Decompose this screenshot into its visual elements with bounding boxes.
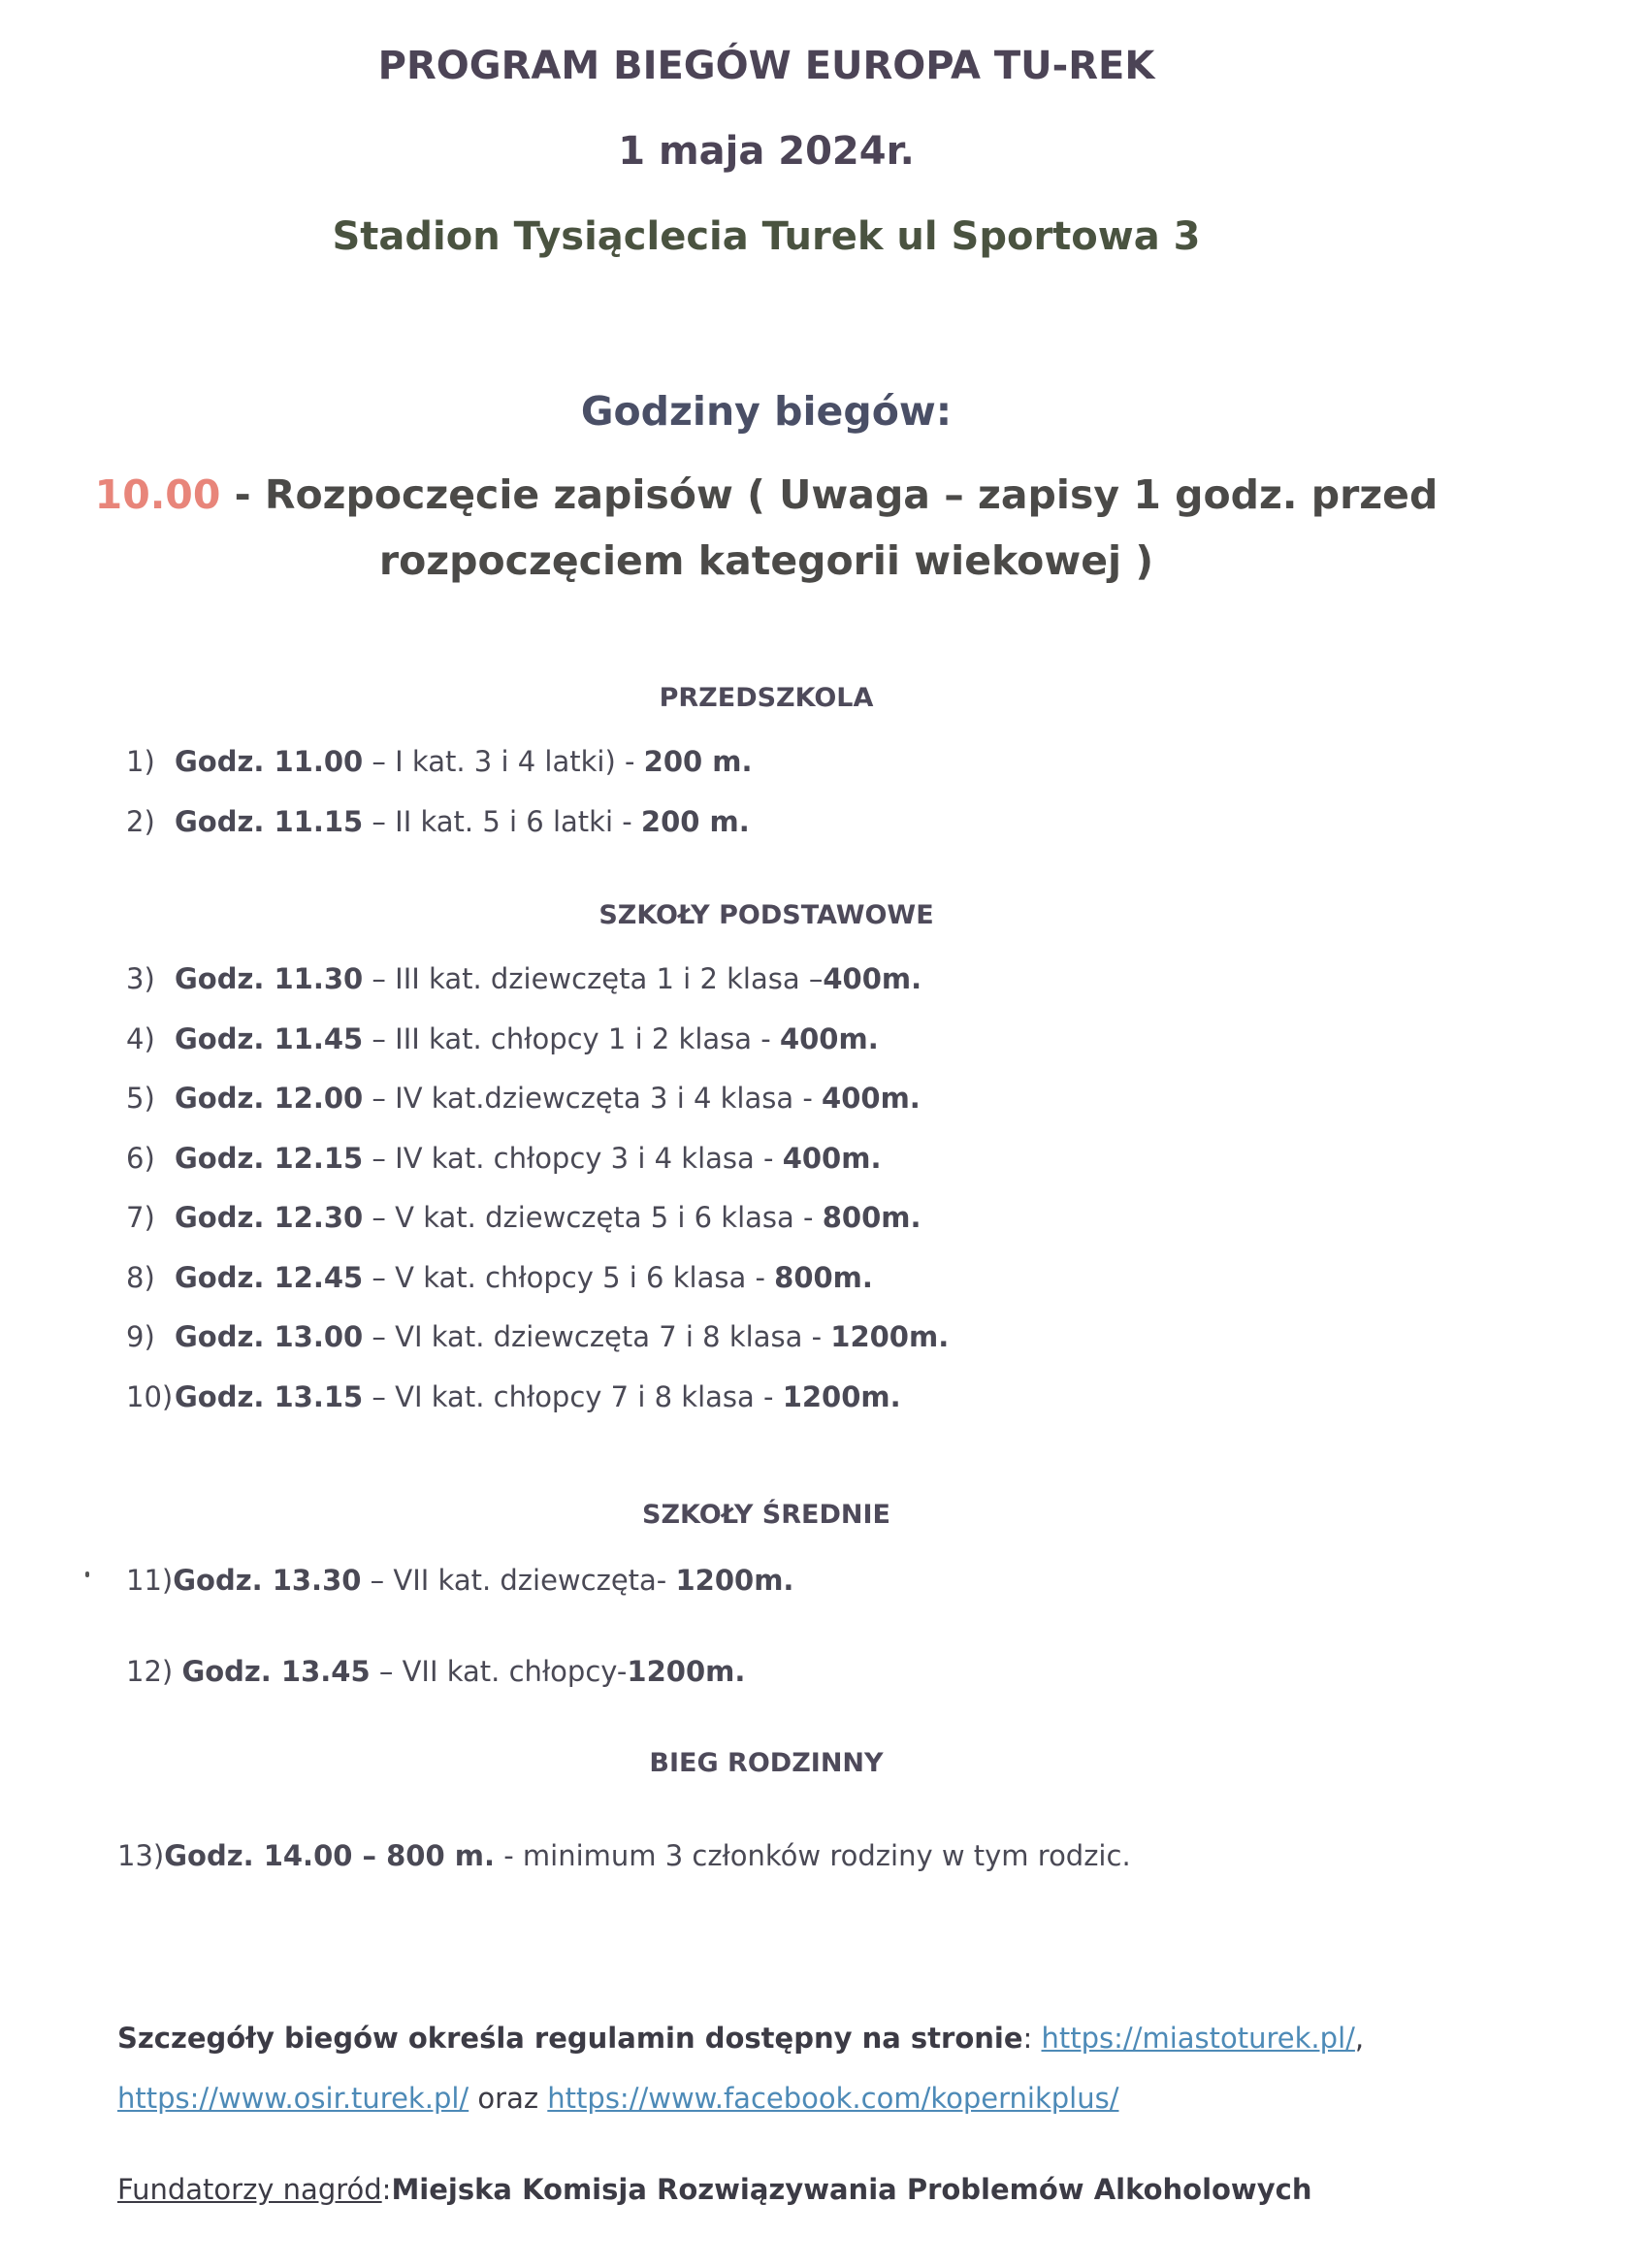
sponsors-colon: :	[381, 2173, 392, 2206]
sponsors-label: Fundatorzy nagród	[117, 2173, 382, 2206]
link-facebook[interactable]: https://www.facebook.com/kopernikplus/	[547, 2082, 1119, 2115]
item-time: Godz. 12.30	[175, 1201, 364, 1234]
item-distance: 800m.	[774, 1261, 873, 1294]
item-desc: – VI kat. chłopcy 7 i 8 klasa -	[363, 1380, 783, 1413]
item-time: Godz. 13.30	[173, 1564, 362, 1597]
section-szkoly-srednie: SZKOŁY ŚREDNIE	[642, 1500, 890, 1530]
schedule-item-10	[126, 1380, 901, 1413]
item-desc: – IV kat.dziewczęta 3 i 4 klasa -	[363, 1082, 823, 1115]
registration-line-2: rozpoczęciem kategorii wiekowej )	[378, 537, 1154, 584]
item-time: Godz. 13.00	[175, 1320, 364, 1353]
item-time: Godz. 12.15	[175, 1142, 364, 1175]
links-oraz: oraz	[469, 2082, 548, 2115]
item-time: Godz. 12.00	[175, 1082, 364, 1115]
item-desc: – VII kat. chłopcy-	[370, 1655, 628, 1688]
details-line	[117, 2022, 1364, 2055]
item-number: 11)	[126, 1564, 174, 1597]
item-number: 5)	[126, 1082, 155, 1115]
item-time: Godz. 11.45	[175, 1022, 364, 1055]
schedule-item-3	[126, 962, 922, 995]
item-number: 2)	[126, 805, 155, 838]
item-time: Godz. 11.15	[175, 805, 364, 838]
sponsors-line	[117, 2173, 1311, 2206]
item-desc: – III kat. dziewczęta 1 i 2 klasa –	[363, 962, 824, 995]
schedule-item-9	[126, 1320, 949, 1353]
item-distance: 400m.	[779, 1022, 879, 1055]
item-desc: – II kat. 5 i 6 latki -	[363, 805, 641, 838]
item-number: 7)	[126, 1201, 155, 1234]
item-distance: 1200m.	[830, 1320, 950, 1353]
document-title: PROGRAM BIEGÓW EUROPA TU-REK	[377, 44, 1155, 88]
item-distance: 1200m.	[782, 1380, 901, 1413]
item-time: Godz. 11.00	[175, 745, 364, 778]
item-distance: 800m.	[822, 1201, 922, 1234]
item-time: Godz. 11.30	[175, 962, 364, 995]
item-desc: – V kat. dziewczęta 5 i 6 klasa -	[363, 1201, 823, 1234]
item-desc: – VI kat. dziewczęta 7 i 8 klasa -	[363, 1320, 831, 1353]
item-desc: – IV kat. chłopcy 3 i 4 klasa -	[363, 1142, 783, 1175]
hours-heading: Godziny biegów:	[580, 388, 953, 435]
item-desc: – III kat. chłopcy 1 i 2 klasa -	[363, 1022, 780, 1055]
schedule-item-5	[126, 1082, 921, 1115]
schedule-item-2	[126, 805, 750, 838]
schedule-item-7	[126, 1201, 922, 1234]
schedule-item-13	[117, 1839, 1131, 1872]
item-desc: – I kat. 3 i 4 latki) -	[363, 745, 644, 778]
item-desc: – VII kat. dziewczęta-	[361, 1564, 676, 1597]
section-szkoly-podstawowe: SZKOŁY PODSTAWOWE	[598, 900, 934, 930]
item-number: 13)	[117, 1839, 165, 1872]
item-desc: – V kat. chłopcy 5 i 6 klasa -	[363, 1261, 775, 1294]
item-distance: 200 m.	[643, 745, 753, 778]
scan-mark	[85, 1571, 89, 1577]
schedule-item-1	[126, 745, 753, 778]
event-venue: Stadion Tysiąclecia Turek ul Sportowa 3	[332, 214, 1201, 259]
details-colon: :	[1022, 2022, 1042, 2055]
event-date: 1 maja 2024r.	[618, 129, 915, 174]
item-number: 8)	[126, 1261, 155, 1294]
item-number: 6)	[126, 1142, 155, 1175]
link-miastoturek[interactable]: https://miastoturek.pl/	[1041, 2022, 1355, 2055]
item-time: Godz. 13.45	[181, 1655, 371, 1688]
registration-line-1	[0, 471, 1533, 518]
item-time: Godz. 12.45	[175, 1261, 364, 1294]
schedule-item-11	[126, 1564, 793, 1597]
schedule-item-8	[126, 1261, 873, 1294]
section-przedszkola: PRZEDSZKOLA	[659, 683, 874, 713]
item-number: 3)	[126, 962, 155, 995]
schedule-item-12	[126, 1655, 745, 1688]
registration-text-1: - Rozpoczęcie zapisów ( Uwaga – zapisy 1 godz. przed	[220, 471, 1439, 518]
item-desc: - minimum 3 członków rodziny w tym rodzic.	[494, 1839, 1131, 1872]
item-distance: 1200m.	[627, 1655, 746, 1688]
item-distance: 400m.	[822, 1082, 921, 1115]
item-time: Godz. 13.15	[175, 1380, 364, 1413]
section-bieg-rodzinny: BIEG RODZINNY	[649, 1748, 884, 1778]
schedule-item-4	[126, 1022, 879, 1055]
item-number: 4)	[126, 1022, 155, 1055]
registration-time: 10.00	[94, 471, 221, 518]
item-number: 1)	[126, 745, 155, 778]
item-distance: 400m.	[782, 1142, 882, 1175]
item-number: 9)	[126, 1320, 155, 1353]
details-text: Szczegóły biegów określa regulamin dostępny na stronie	[117, 2022, 1023, 2055]
details-comma: ,	[1354, 2022, 1365, 2055]
item-number: 10)	[126, 1380, 174, 1413]
sponsors-value: Miejska Komisja Rozwiązywania Problemów Alkoholowych	[391, 2173, 1312, 2206]
item-distance: 200 m.	[640, 805, 750, 838]
item-number: 12)	[126, 1655, 182, 1688]
schedule-item-6	[126, 1142, 881, 1175]
item-time: Godz. 14.00 – 800 m.	[164, 1839, 495, 1872]
link-osir[interactable]: https://www.osir.turek.pl/	[117, 2082, 469, 2115]
item-distance: 400m.	[823, 962, 922, 995]
item-distance: 1200m.	[675, 1564, 794, 1597]
links-line	[117, 2082, 1118, 2115]
